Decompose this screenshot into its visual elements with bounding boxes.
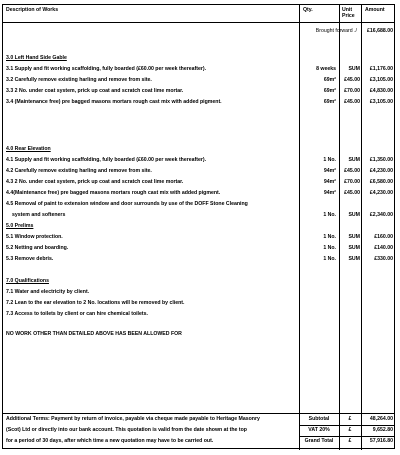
line-item-amount: £4,230.00	[369, 190, 393, 196]
line-item-text: 4.4(Maintenance free) pre bagged masons mortars rough cast mix with added pigment.	[6, 190, 221, 196]
total-amount: 57,916.80	[369, 438, 393, 444]
line-item-amount: £160.00	[374, 234, 393, 240]
line-item-text: 5.1 Window protection.	[6, 234, 63, 240]
line-item-qty: 69m²	[323, 77, 336, 83]
quotation-sheet	[2, 4, 395, 449]
line-item-text: 3.3 2 No. under coat system, prick up coat and scratch coat lime mortar.	[6, 88, 184, 94]
total-label: VAT 20%	[308, 427, 330, 433]
brought-forward-amount: £16,688.00	[367, 28, 393, 34]
total-currency: £	[348, 416, 352, 422]
line-item-qty: 1 No.	[323, 157, 336, 163]
terms-line: (Scot) Ltd or directly into our bank account. This quotation is valid from the date shown at the top	[6, 427, 247, 433]
totals-rule-2	[299, 436, 394, 437]
header-description: Description of Works	[6, 7, 59, 13]
line-item-amount: £3,105.00	[369, 77, 393, 83]
total-currency: £	[348, 427, 352, 433]
header-amount: Amount	[365, 7, 385, 13]
line-item-text: 4.5 Removal of paint to extension window and door surrounds by use of the DOFF Stone Cleaning	[6, 201, 248, 207]
line-item-unit-price: £70.00	[344, 88, 360, 94]
line-item-unit-price: £45.00	[344, 77, 360, 83]
line-item-qty: 1 No.	[323, 234, 336, 240]
line-item-text: 3.4 (Maintenance free) pre bagged masons mortars rough cast mix with added pigment.	[6, 99, 222, 105]
line-item-amount: £330.00	[374, 256, 393, 262]
header-rule	[3, 22, 394, 23]
line-item-text: 4.3 2 No. under coat system, prick up coat and scratch coat lime mortar.	[6, 179, 184, 185]
line-item-qty: 1 No.	[323, 245, 336, 251]
line-item-amount: £2,340.00	[369, 212, 393, 218]
line-item-amount: £4,230.00	[369, 168, 393, 174]
line-item-unit-price: SUM	[348, 256, 360, 262]
line-item-amount: £1,350.00	[369, 157, 393, 163]
line-item-text: 7.3 Access to toilets by client or can hire chemical toilets.	[6, 311, 148, 317]
line-item-text: 3.2 Carefully remove existing harling and remove from site.	[6, 77, 152, 83]
line-item-text: 5.2 Netting and boarding.	[6, 245, 69, 251]
line-item-text: 4.1 Supply and fit working scaffolding, fully boarded (£60.00 per week thereafter).	[6, 157, 207, 163]
section-title: 3.0 Left Hand Side Gable	[6, 55, 67, 61]
section-title: 4.0 Rear Elevation	[6, 146, 51, 152]
line-item-text-cont: system and softeners	[12, 212, 66, 218]
line-item-amount: £140.00	[374, 245, 393, 251]
section-title: 5.0 Prelims	[6, 223, 34, 229]
line-item-amount: £6,580.00	[369, 179, 393, 185]
total-label: Subtotal	[308, 416, 330, 422]
scope-note: NO WORK OTHER THAN DETAILED ABOVE HAS BEEN ALLOWED FOR	[6, 331, 182, 337]
total-currency: £	[348, 438, 352, 444]
line-item-text: 5.3 Remove debris.	[6, 256, 54, 262]
terms-line: Additional Terms: Payment by return of invoice, payable via cheque made payable to Heritage Masonry	[6, 416, 260, 422]
total-amount: 9,652.80	[372, 427, 393, 433]
line-item-unit-price: SUM	[348, 66, 360, 72]
line-item-qty: 94m²	[323, 190, 336, 196]
line-item-qty: 94m²	[323, 179, 336, 185]
footer-rule	[3, 413, 394, 414]
line-item-text: 7.2 Lean to the ear elevation to 2 No. locations will be removed by client.	[6, 300, 185, 306]
line-item-qty: 8 weeks	[316, 66, 336, 72]
total-amount: 48,264.00	[369, 416, 393, 422]
brought-forward-label: Brought forward ./	[315, 28, 357, 34]
line-item-qty: 69m²	[323, 99, 336, 105]
line-item-amount: £1,176.00	[369, 66, 393, 72]
total-label: Grand Total	[304, 438, 334, 444]
line-item-unit-price: £45.00	[344, 190, 360, 196]
line-item-unit-price: SUM	[348, 234, 360, 240]
line-item-unit-price: £45.00	[344, 168, 360, 174]
line-item-qty: 94m²	[323, 168, 336, 174]
line-item-text: 3.1 Supply and fit working scaffolding, fully boarded (£60.00 per week thereafter).	[6, 66, 207, 72]
line-item-amount: £3,105.00	[369, 99, 393, 105]
line-item-qty: 1 No.	[323, 256, 336, 262]
header-unit-price: Unit Price	[342, 7, 355, 19]
line-item-unit-price: SUM	[348, 157, 360, 163]
line-item-unit-price: £70.00	[344, 179, 360, 185]
line-item-qty: 69m²	[323, 88, 336, 94]
section-title: 7.0 Qualifications	[6, 278, 49, 284]
terms-line: for a period of 30 days, after which time a new quotation may have to be carried out.	[6, 438, 214, 444]
line-item-qty: 1 No.	[323, 212, 336, 218]
line-item-amount: £4,830.00	[369, 88, 393, 94]
line-item-unit-price: SUM	[348, 212, 360, 218]
line-item-text: 4.2 Carefully remove existing harling and remove from site.	[6, 168, 152, 174]
line-item-unit-price: SUM	[348, 245, 360, 251]
header-qty: Qty.	[303, 7, 313, 13]
line-item-text: 7.1 Water and electricity by client.	[6, 289, 90, 295]
line-item-unit-price: £45.00	[344, 99, 360, 105]
totals-rule-1	[299, 425, 394, 426]
